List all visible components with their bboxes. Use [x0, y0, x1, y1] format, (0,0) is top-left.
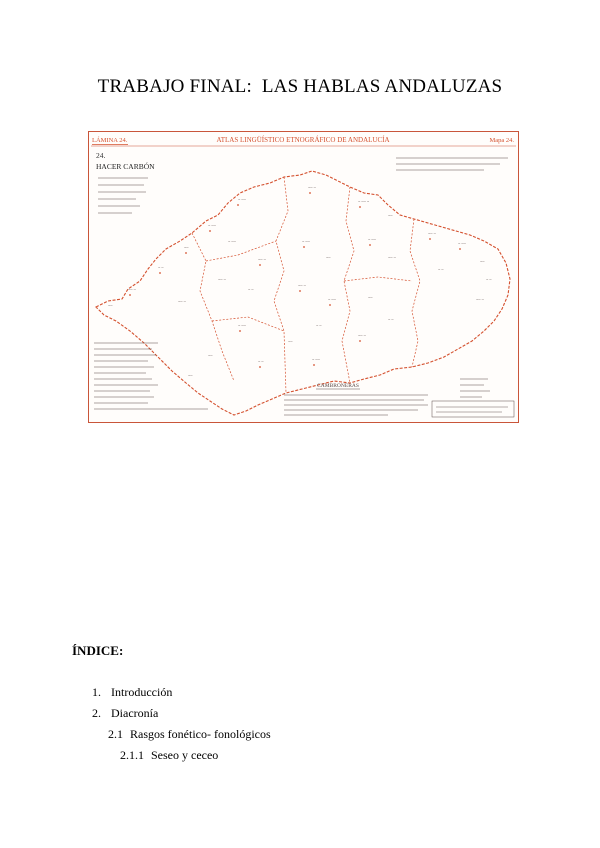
svg-text:~ ~: ~ ~	[158, 265, 164, 270]
svg-text:~ ~~: ~ ~~	[328, 297, 336, 302]
svg-text:~~: ~~	[288, 339, 293, 344]
map-legend-title: CAMBRONERAS	[317, 383, 359, 389]
svg-text:~~ ~: ~~ ~	[128, 287, 136, 292]
toc-item	[92, 706, 158, 721]
svg-text:~~ ~: ~~ ~	[218, 277, 226, 282]
toc-item-number: 2.1.1	[120, 748, 144, 762]
svg-text:~~: ~~	[184, 245, 189, 250]
map-header-center: ATLAS LINGÜÍSTICO ETNOGRÁFICO DE ANDALUCÍA	[216, 136, 390, 144]
map-header-left: LÁMINA 24.	[92, 137, 128, 144]
svg-text:~ ~: ~ ~	[486, 277, 492, 282]
linguistic-map-image	[88, 131, 519, 423]
svg-text:~ ~~: ~ ~~	[238, 323, 246, 328]
svg-text:~~ ~: ~~ ~	[178, 299, 186, 304]
svg-text:~ ~: ~ ~	[316, 323, 322, 328]
toc-subitem	[108, 727, 271, 742]
svg-text:~~: ~~	[188, 373, 193, 378]
svg-text:~~: ~~	[368, 295, 373, 300]
svg-text:~ ~~: ~ ~~	[238, 197, 246, 202]
svg-text:~~ ~: ~~ ~	[388, 255, 396, 260]
page-title: TRABAJO FINAL: LAS HABLAS ANDALUZAS	[97, 76, 503, 97]
svg-text:~ ~~: ~ ~~	[458, 241, 466, 246]
toc-item-label: Diacronía	[111, 706, 159, 720]
svg-text:~~ ~: ~~ ~	[476, 297, 484, 302]
svg-text:~~ ~: ~~ ~	[308, 185, 316, 190]
toc-item-number: 2.	[92, 706, 101, 720]
index-heading: ÍNDICE:	[72, 643, 124, 658]
svg-text:~~ ~: ~~ ~	[428, 231, 436, 236]
svg-text:~ ~: ~ ~	[258, 359, 264, 364]
toc-item-label: Seseo y ceceo	[151, 748, 219, 762]
svg-text:~ ~: ~ ~	[438, 267, 444, 272]
svg-text:~ ~: ~ ~	[388, 317, 394, 322]
toc-item-label: Introducción	[111, 685, 173, 699]
svg-text:~~ ~: ~~ ~	[298, 283, 306, 288]
map-header-right: Mapa 24.	[489, 137, 514, 144]
svg-text:~ ~~: ~ ~~	[302, 239, 310, 244]
svg-text:~ ~: ~ ~	[248, 287, 254, 292]
svg-text:~~: ~~	[108, 303, 113, 308]
svg-text:~~ ~: ~~ ~	[358, 333, 366, 338]
map-heading: HACER CARBÓN	[96, 162, 155, 171]
svg-text:~~: ~~	[480, 259, 485, 264]
svg-text:~ ~~: ~ ~~	[368, 237, 376, 242]
svg-text:~~: ~~	[388, 213, 393, 218]
toc-item-label: Rasgos fonético- fonológicos	[130, 727, 271, 741]
toc-item-number: 2.1	[108, 727, 123, 741]
svg-text:~ ~~: ~ ~~	[312, 357, 320, 362]
toc-subsubitem	[120, 748, 218, 763]
svg-text:~~ ~: ~~ ~	[258, 257, 266, 262]
toc-item-number: 1.	[92, 685, 101, 699]
svg-text:~ ~~: ~ ~~	[228, 239, 236, 244]
svg-text:~~: ~~	[208, 353, 213, 358]
svg-text:~ ~~: ~ ~~	[208, 223, 216, 228]
map-number: 24.	[96, 151, 106, 160]
toc-item	[92, 685, 172, 700]
svg-text:~ ~~ ~: ~ ~~ ~	[358, 199, 370, 204]
svg-text:~~: ~~	[326, 255, 331, 260]
